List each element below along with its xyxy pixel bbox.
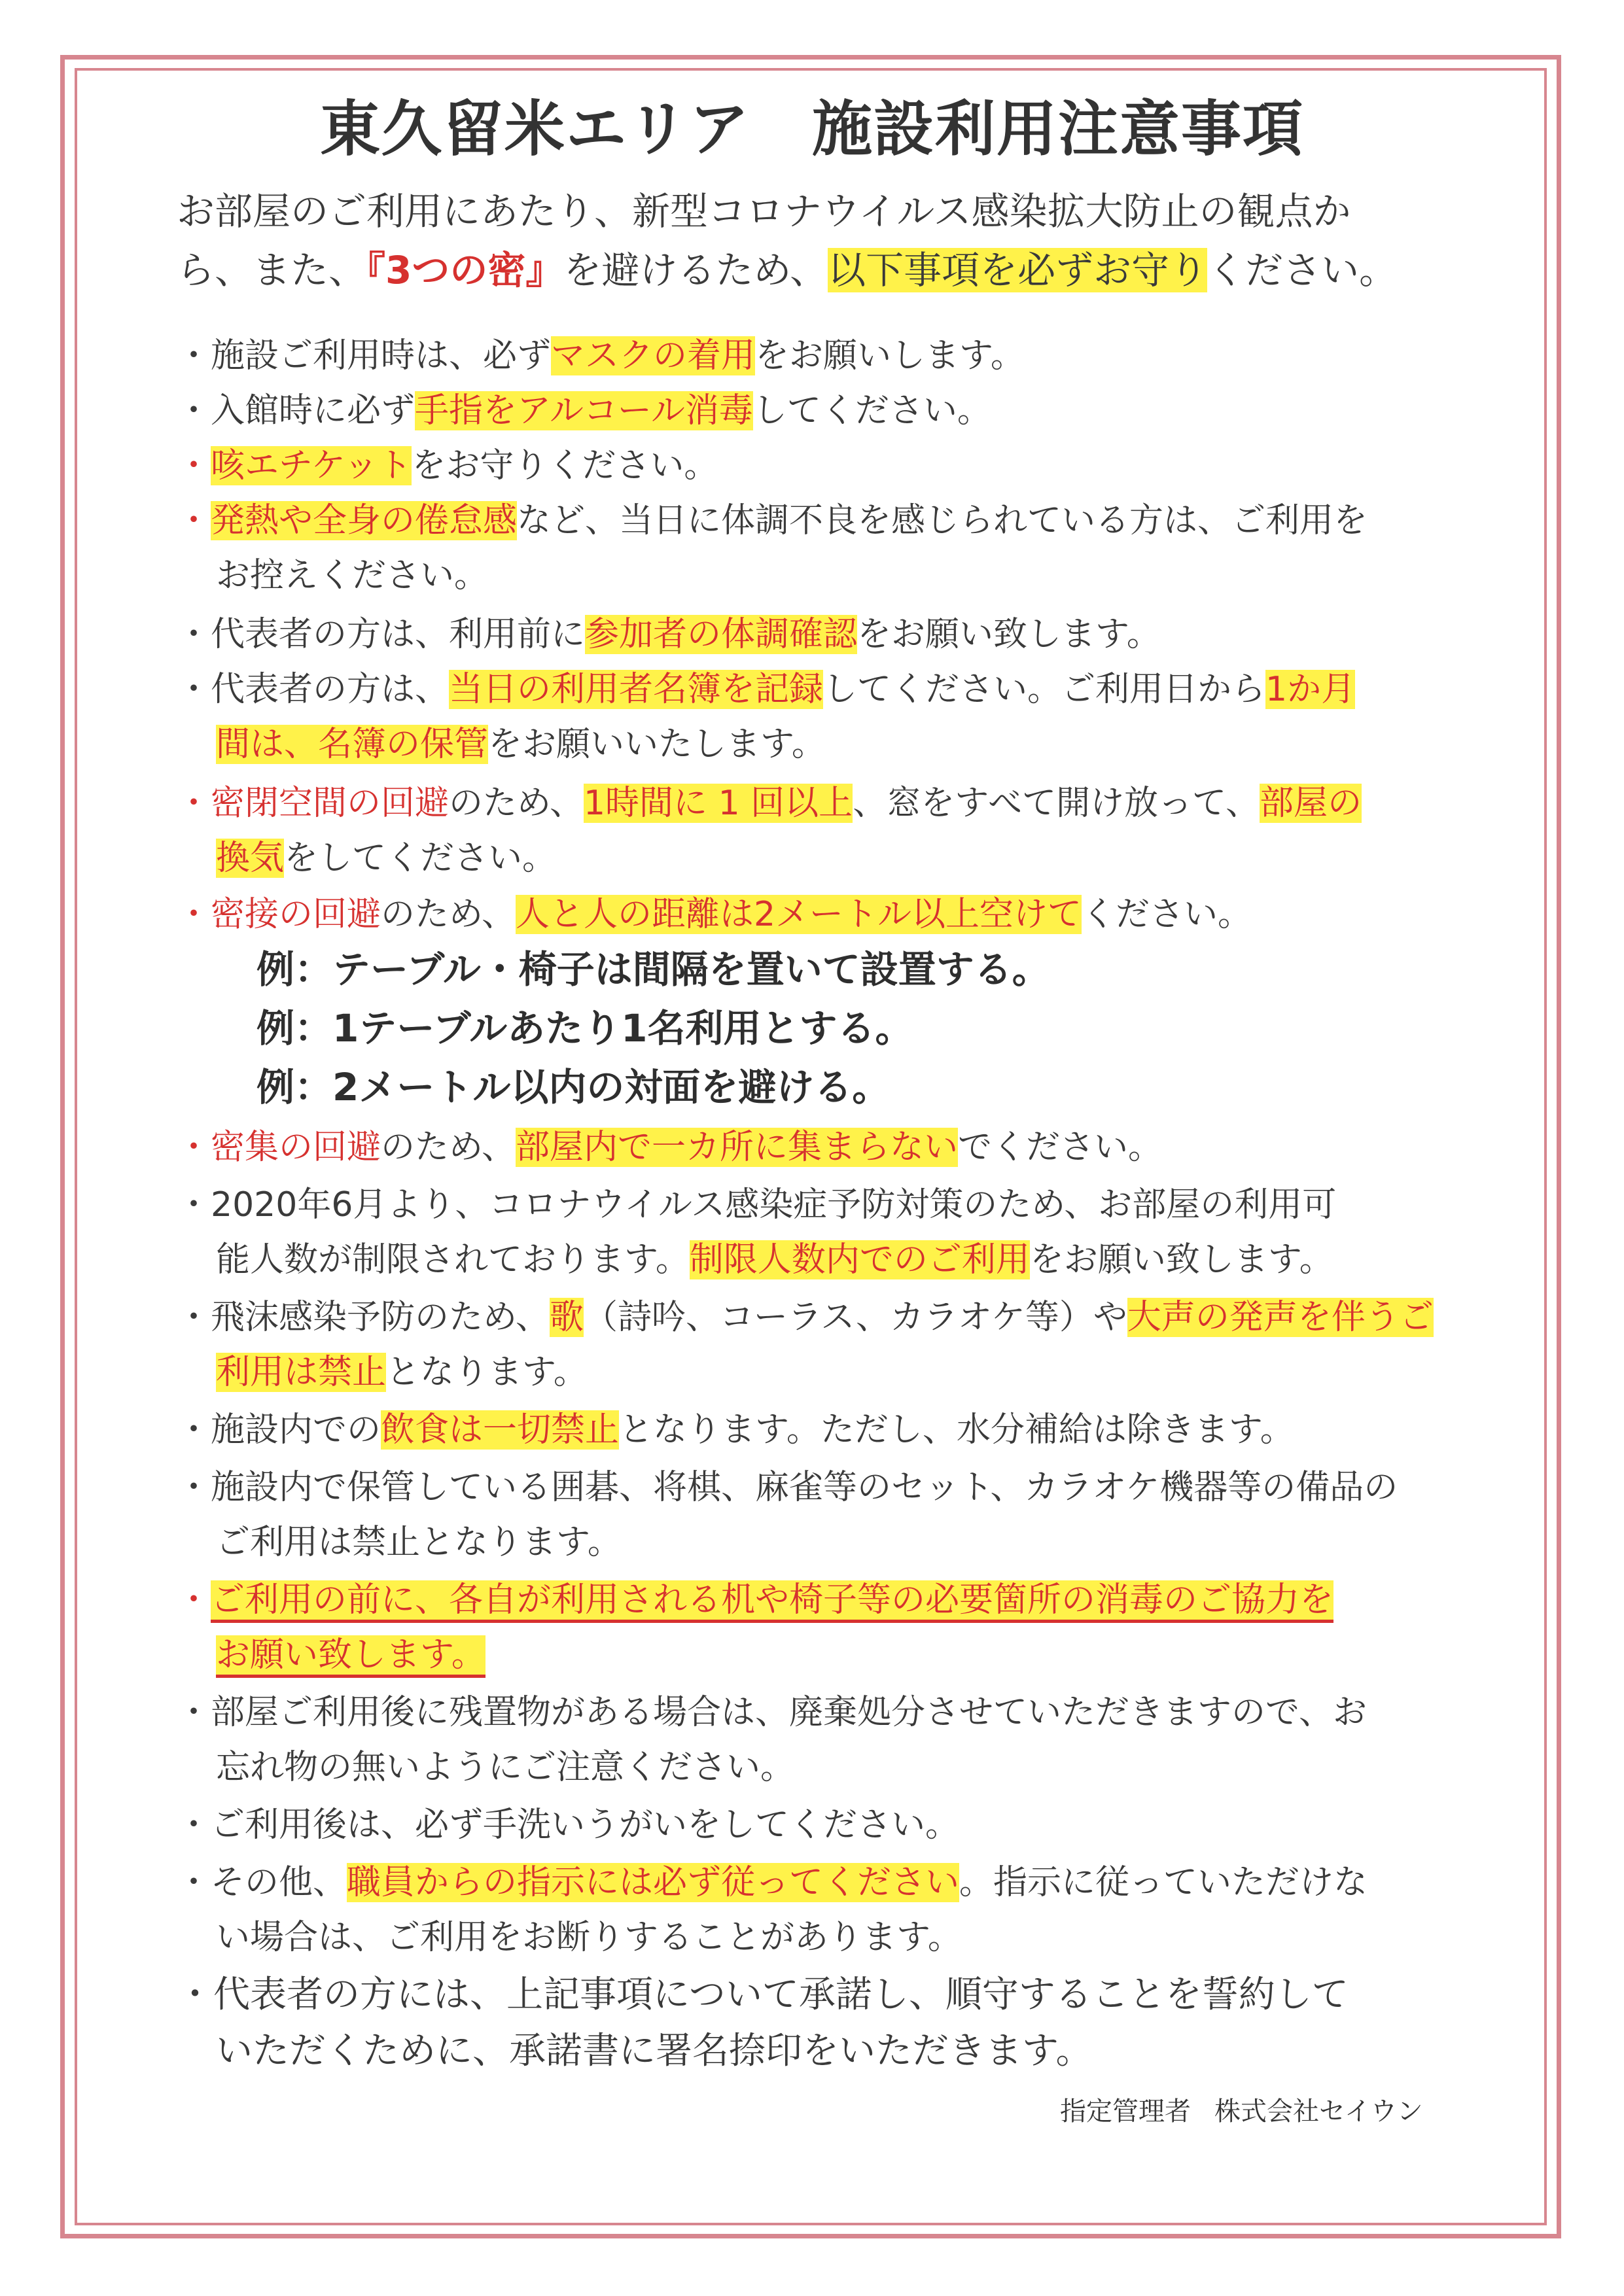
rule-ventilation-cont: 換気をしてください。 — [216, 839, 557, 878]
rule-mask: ・施設ご利用時は、必ずマスクの着用をお願いします。 — [177, 336, 1025, 375]
rule-ventilation: ・密閉空間の回避のため、1時間に 1 回以上、窓をすべて開け放って、部屋の — [177, 784, 1362, 823]
rule-cough-etiquette: ・咳エチケットをお守りください。 — [177, 446, 718, 485]
three-c-term: 『3つの密』 — [366, 248, 564, 292]
rule-food: ・施設内での飲食は一切禁止となります。ただし、水分補給は除きます。 — [177, 1410, 1294, 1450]
example-1: 例：テーブル・椅子は間隔を置いて設置する。 — [256, 947, 1050, 992]
rule-equipment-cont: ご利用は禁止となります。 — [216, 1523, 622, 1562]
rule-belongings: ・部屋ご利用後に残置物がある場合は、廃棄処分させていただきますので、お — [177, 1693, 1367, 1732]
example-3: 例：2メートル以内の対面を避ける。 — [256, 1065, 891, 1109]
rule-disinfect-cont: お願い致します。 — [216, 1627, 1518, 1682]
rule-singing: ・飛沫感染予防のため、歌（詩吟、コーラス、カラオケ等）や大声の発声を伴うご — [177, 1298, 1434, 1337]
rule-consent-cont: いただくために、承諾書に署名捺印をいただきます。 — [216, 2030, 1093, 2072]
rule-consent: ・代表者の方には、上記事項について承諾し、順守することを誓約して — [177, 1974, 1349, 2016]
rule-sanitize: ・入館時に必ず手指をアルコール消毒してください。 — [177, 391, 991, 430]
footer-role: 指定管理者 — [1060, 2096, 1191, 2127]
example-2: 例：1テーブルあたり1名利用とする。 — [256, 1006, 913, 1051]
rule-register-cont: 間は、名簿の保管をお願いいたします。 — [216, 725, 826, 764]
intro-highlight: 以下事項を必ずお守り — [828, 248, 1208, 292]
rule-singing-cont: 利用は禁止となります。 — [216, 1353, 588, 1392]
rule-staff-instructions: ・その他、職員からの指示には必ず従ってください。指示に従っていただけな — [177, 1863, 1368, 1902]
rule-health-check: ・代表者の方は、利用前に参加者の体調確認をお願い致します。 — [177, 615, 1161, 654]
rule-capacity: ・2020年6月より、コロナウイルス感染症予防対策のため、お部屋の利用可 — [177, 1185, 1337, 1225]
footer-signature — [1060, 2092, 1447, 2131]
rule-equipment: ・施設内で保管している囲碁、将棋、麻雀等のセット、カラオケ機器等の備品の — [177, 1468, 1398, 1507]
rule-capacity-cont: 能人数が制限されております。制限人数内でのご利用をお願い致します。 — [216, 1240, 1333, 1279]
rule-crowd: ・密集の回避のため、部屋内で一カ所に集まらないでください。 — [177, 1128, 1162, 1167]
footer-company: 株式会社セイウン — [1214, 2096, 1423, 2127]
rule-distance: ・密接の回避のため、人と人の距離は2メートル以上空けてください。 — [177, 895, 1252, 934]
rule-disinfect: ・ご利用の前に、各自が利用される机や椅子等の必要箇所の消毒のご協力を — [177, 1573, 1479, 1627]
intro-line-2: ら、また、『3つの密』を避けるため、以下事項を必ずお守りください。 — [177, 248, 1398, 292]
page-title: 東久留米エリア 施設利用注意事項 — [319, 94, 1304, 164]
intro-line-1: お部屋のご利用にあたり、新型コロナウイルス感染拡大防止の観点か — [177, 189, 1351, 234]
rule-register: ・代表者の方は、当日の利用者名簿を記録してください。ご利用日から1か月 — [177, 670, 1356, 709]
rule-staff-instructions-cont: い場合は、ご利用をお断りすることがあります。 — [216, 1918, 962, 1957]
rule-belongings-cont: 忘れ物の無いようにご注意ください。 — [216, 1748, 795, 1787]
rule-handwash: ・ご利用後は、必ず手洗いうがいをしてください。 — [177, 1805, 960, 1845]
rule-fever: ・発熱や全身の倦怠感など、当日に体調不良を感じられている方は、ご利用を — [177, 501, 1368, 540]
rule-fever-cont: お控えください。 — [216, 556, 489, 595]
